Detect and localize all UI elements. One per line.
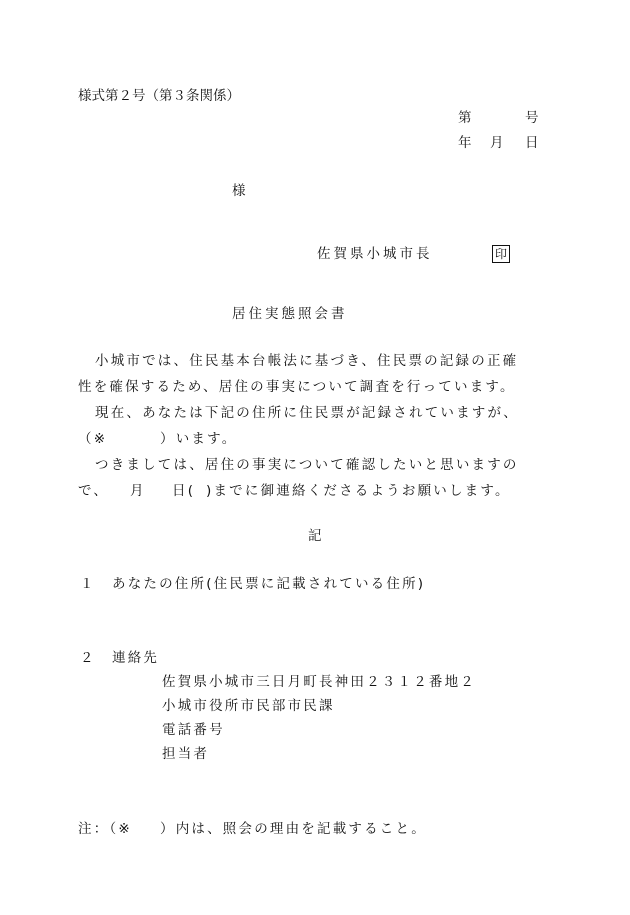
date-day: 日 [525,135,539,151]
body-p2-line1: 現在、あなたは下記の住所に住民票が記録されていますが、 [95,405,519,421]
body-p3-line2-month: 月 [130,483,146,499]
body-p3-line2-d: )までに御連絡くださるようお願いします。 [206,483,511,499]
item2-text: 連絡先 [112,650,160,666]
body-p3-line2-a: で、 [78,483,110,499]
contact-office: 小城市役所市民部市民課 [162,698,335,714]
body-p3-line2-day: 日( [172,483,196,499]
date-year: 年 [458,135,472,151]
body-p3-line1: つきましては、居住の事実について確認したいと思いますの [95,457,519,473]
item1-text: あなたの住所(住民票に記載されている住所) [112,576,426,592]
date-month: 月 [490,135,504,151]
sender-name: 佐賀県小城市長 [317,246,433,262]
doc-number-suffix: 号 [525,110,539,126]
contact-person: 担当者 [162,746,210,762]
body-p2-line2-a: （※ [78,431,108,447]
item2-number: ２ [80,650,94,666]
contact-address: 佐賀県小城市三日月町長神田２３１２番地２ [162,674,476,690]
ki-marker: 記 [308,528,322,544]
addressee-honorific: 様 [232,183,246,199]
form-label: 様式第２号（第３条関係） [78,88,240,104]
doc-number-prefix: 第 [458,110,472,126]
seal-stamp: 印 [492,245,510,263]
item1-number: １ [80,576,94,592]
body-p1-line2: 性を確保するため、居住の事実について調査を行っています。 [78,379,516,395]
note-a: 注：（※ [78,821,132,837]
note-b: ）内は、照会の理由を記載すること。 [160,821,427,837]
body-p2-line2-b: ）います。 [160,431,238,447]
contact-phone: 電話番号 [162,722,225,738]
document-title: 居住実態照会書 [232,306,348,322]
body-p1-line1: 小城市では、住民基本台帳法に基づき、住民票の記録の正確 [95,353,519,369]
